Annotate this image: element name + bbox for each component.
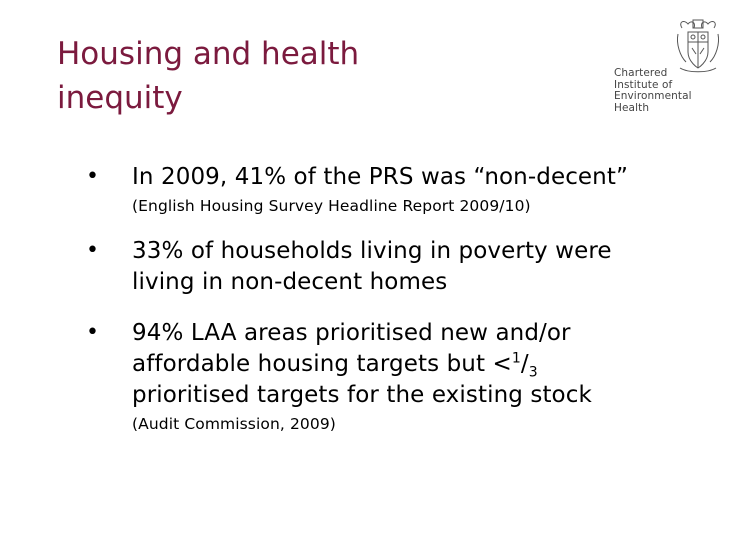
bullet-text: 33% of households living in poverty were living in non-decent homes [132, 238, 612, 295]
logo-text [614, 68, 698, 114]
logo-line: Environmental [614, 90, 692, 102]
fraction-numerator: 1 [511, 350, 521, 367]
logo-line: Chartered [614, 67, 668, 79]
bullet-main-text: In 2009, 41% of the PRS was “non-decent” [132, 164, 628, 190]
citation: (Audit Commission, 2009) [132, 415, 336, 433]
cieh-logo [612, 18, 722, 122]
citation: (English Housing Survey Headline Report 2009/10) [132, 197, 531, 215]
bullet-main-text [132, 318, 632, 411]
bullet-icon: • [86, 238, 99, 263]
slide-title: Housing and health inequity [57, 36, 360, 116]
logo-line: Health [614, 101, 650, 114]
fraction-slash: / [520, 351, 529, 377]
bullet-text [132, 162, 692, 216]
fraction-denominator: 3 [528, 364, 538, 381]
bullet-icon: • [86, 320, 99, 345]
logo-line: Institute of [614, 78, 673, 91]
text-before-fraction: 94% LAA areas prioritised new and/or affordable housing targets but < [132, 320, 571, 377]
bullet-icon: • [86, 164, 99, 189]
bullet-text [132, 318, 632, 434]
text-after-fraction: prioritised targets for the existing stock [132, 382, 592, 408]
